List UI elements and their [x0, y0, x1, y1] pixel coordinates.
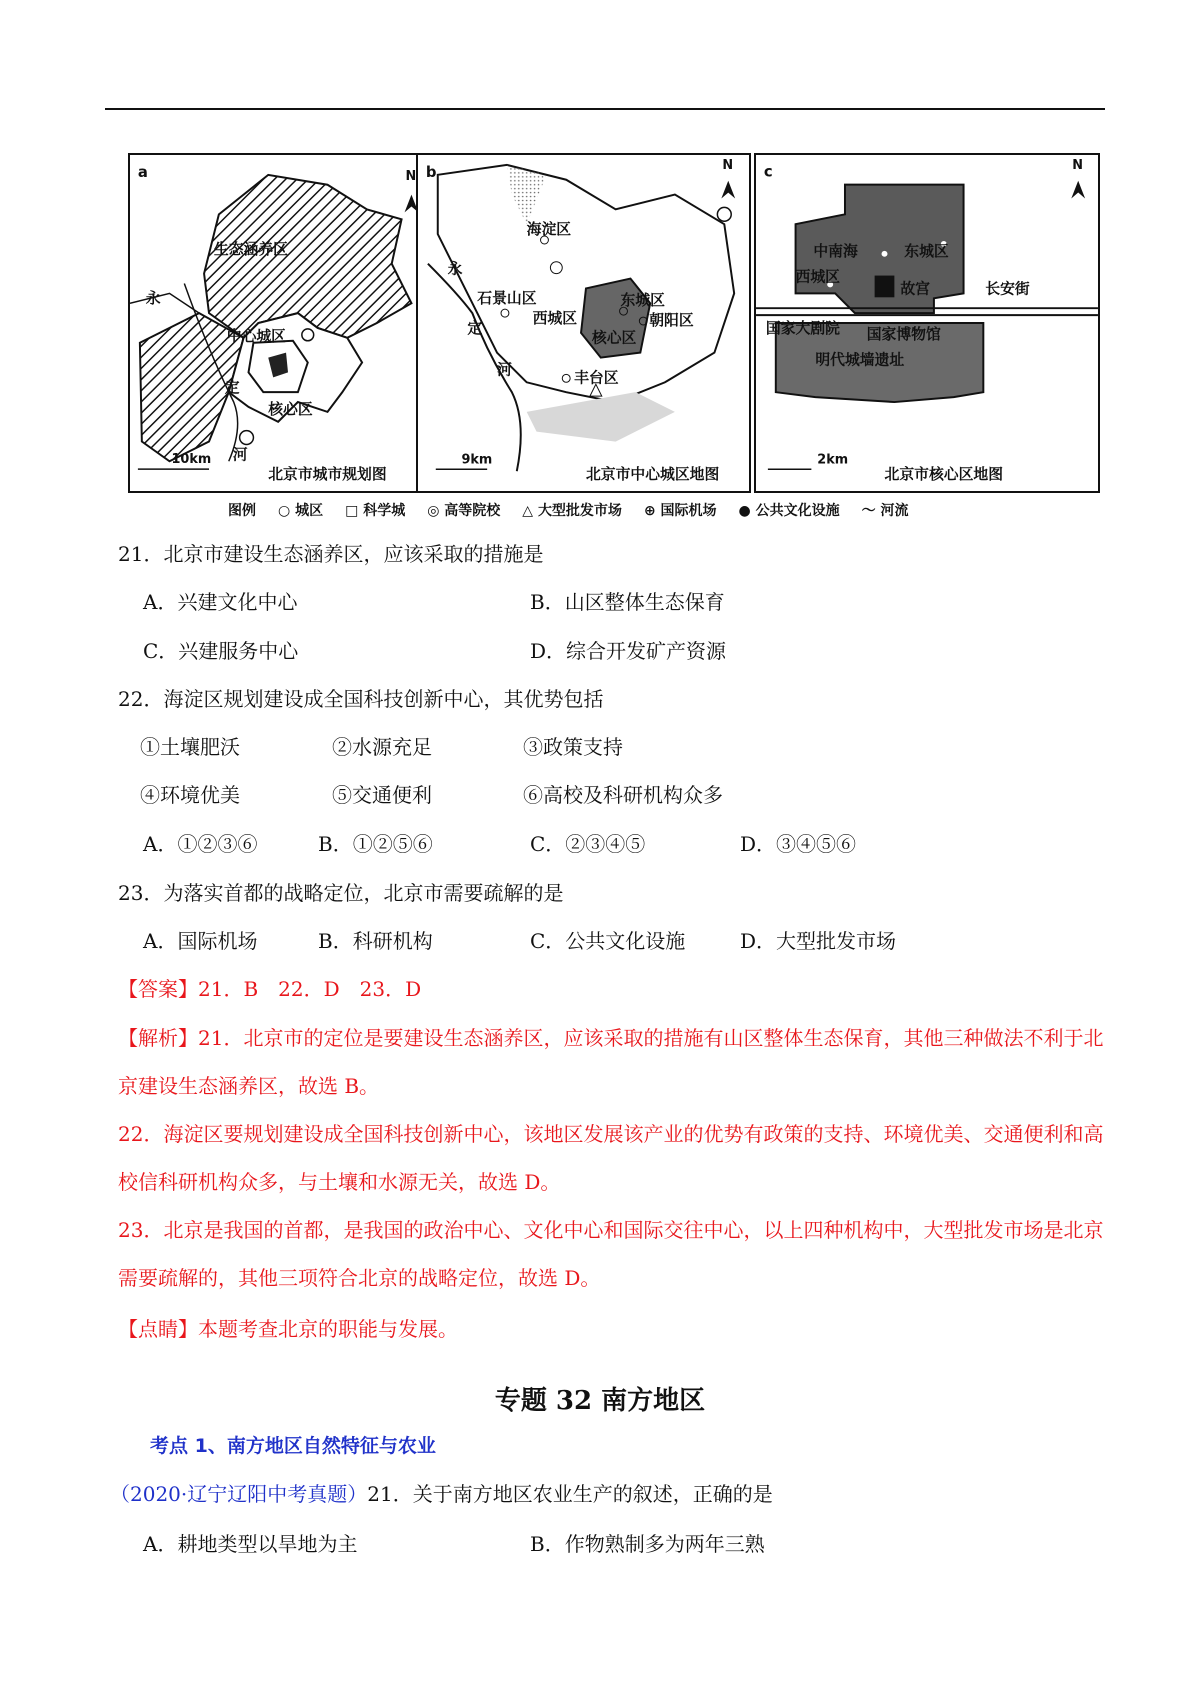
changan-label: 长安街 — [985, 280, 1030, 298]
q22-option-c: C．②③④⑤ — [530, 832, 646, 856]
map-b-letter: b — [425, 163, 437, 181]
river-char-1-a: 永 — [145, 290, 161, 308]
analysis-23: 23．北京是我国的首都，是我国的政治中心、文化中心和国际交往中心，以上四种机构中，大型批发市场是北京需要疏解的，其他三项符合北京的战略定位，故选 D。 — [118, 1218, 1104, 1290]
center-zone-label: 中心城区 — [226, 327, 286, 345]
topic-heading: 考点 1、南方地区自然特征与农业 — [150, 1435, 436, 1457]
map-c-north: N — [1072, 157, 1084, 173]
dongcheng-label-b: 东城区 — [620, 292, 665, 310]
q21-option-b: B．山区整体生态保育 — [530, 590, 725, 614]
haidian-label: 海淀区 — [526, 221, 572, 239]
point-text: 【点睛】本题考查北京的职能与发展。 — [118, 1317, 458, 1341]
map-c — [754, 153, 1100, 493]
map-c-caption: 北京市核心区地图 — [884, 466, 1004, 484]
q21-option-c: C．兴建服务中心 — [143, 639, 299, 663]
legend-title: 图例 — [228, 503, 256, 519]
map-b-caption: 北京市中心城区地图 — [585, 466, 720, 484]
river-char-1-b: 永 — [447, 260, 463, 278]
map-c-scale: 2km — [817, 452, 849, 468]
q21-option-a: A．兴建文化中心 — [143, 590, 298, 614]
river-char-2-a: 定 — [224, 379, 240, 397]
shijingshan-label: 石景山区 — [477, 290, 537, 308]
answer-line: 【答案】21．B 22．D 23．D — [118, 977, 422, 1001]
wall-label: 明代城墙遗址 — [815, 351, 905, 369]
q22-item-2: ②水源充足 — [332, 735, 432, 759]
analysis-22: 22．海淀区要规划建设成全国科技创新中心，该地区发展该产业的优势有政策的支持、环境优美、交通便利和高校信科研机构众多，与土壤和水源无关，故选 D。 — [118, 1122, 1104, 1194]
xicheng-label-c: 西城区 — [795, 268, 841, 286]
next-question-source: （2020·辽宁辽阳中考真题） — [110, 1482, 368, 1506]
chaoyang-label: 朝阳区 — [649, 311, 694, 329]
legend-item-science-city: □ 科学城 — [345, 503, 406, 519]
map-a-caption: 北京市城市规划图 — [268, 466, 387, 484]
section-title: 专题 32 南方地区 — [494, 1386, 706, 1416]
legend-item-city: ○ 城区 — [278, 503, 324, 519]
top-rule — [105, 108, 1105, 110]
next-question-stem — [110, 1480, 773, 1508]
q22-stem: 22．海淀区规划建设成全国科技创新中心，其优势包括 — [118, 687, 604, 711]
legend-item-market: △ 大型批发市场 — [522, 503, 622, 519]
xicheng-label-b: 西城区 — [532, 310, 578, 327]
q22-option-d: D．③④⑤⑥ — [740, 832, 857, 856]
q22-item-5: ⑤交通便利 — [332, 783, 432, 807]
river-char-3-a: 河 — [232, 446, 248, 464]
q23-option-d: D．大型批发市场 — [740, 929, 897, 953]
legend-item-river: 〜 河流 — [861, 503, 909, 519]
map-a-letter: a — [137, 163, 148, 181]
point-line — [118, 1315, 458, 1343]
legend-item-airport: ⊕ 国际机场 — [643, 503, 717, 519]
q22-item-1: ①土壤肥沃 — [140, 735, 240, 759]
map-figure — [128, 153, 1100, 493]
fengtai-label: 丰台区 — [574, 369, 619, 387]
river-char-3-b: 河 — [497, 361, 512, 379]
theatre-label: 国家大剧院 — [765, 319, 840, 337]
map-b-north: N — [722, 157, 734, 173]
legend-item-university: ◎ 高等院校 — [427, 503, 501, 519]
q22-option-a: A．①②③⑥ — [143, 832, 258, 856]
dongcheng-label-c: 东城区 — [904, 242, 949, 260]
next-question-option-a: A．耕地类型以旱地为主 — [143, 1532, 358, 1556]
core-zone-label-b: 核心区 — [591, 329, 637, 347]
map-b — [416, 153, 751, 493]
zhongnanhai-label: 中南海 — [813, 242, 858, 260]
museum-label: 国家博物馆 — [866, 325, 941, 343]
map-a-north: N — [405, 168, 417, 184]
map-a-scale: 10km — [171, 452, 212, 468]
core-zone-label-a: 核心区 — [268, 400, 313, 418]
q22-item-6: ⑥高校及科研机构众多 — [523, 783, 723, 807]
next-question-text: 21．关于南方地区农业生产的叙述，正确的是 — [367, 1482, 773, 1506]
next-question-option-b: B．作物熟制多为两年三熟 — [530, 1532, 765, 1556]
q22-option-b: B．①②⑤⑥ — [318, 832, 433, 856]
eco-zone-label: 生态涵养区 — [213, 240, 288, 258]
q21-option-d: D．综合开发矿产资源 — [530, 639, 727, 663]
map-b-scale: 9km — [461, 452, 493, 468]
map-c-letter: c — [763, 163, 773, 181]
q22-item-4: ④环境优美 — [140, 783, 240, 807]
map-a — [128, 153, 450, 493]
gugong-label: 故宫 — [900, 280, 930, 298]
q21-stem: 21．北京市建设生态涵养区，应该采取的措施是 — [118, 542, 544, 566]
legend-item-culture: ● 公共文化设施 — [738, 503, 840, 519]
q22-item-3: ③政策支持 — [523, 735, 623, 759]
q23-option-a: A．国际机场 — [143, 929, 258, 953]
analysis-21: 【解析】21．北京市的定位是要建设生态涵养区，应该采取的措施有山区整体生态保育，其他三种做法不利于北京建设生态涵养区，故选 B。 — [118, 1026, 1104, 1098]
map-legend — [228, 500, 1108, 520]
q23-option-c: C．公共文化设施 — [530, 929, 686, 953]
q23-option-b: B．科研机构 — [318, 929, 433, 953]
river-char-2-b: 定 — [467, 319, 483, 337]
q23-stem: 23．为落实首都的战略定位，北京市需要疏解的是 — [118, 881, 564, 905]
